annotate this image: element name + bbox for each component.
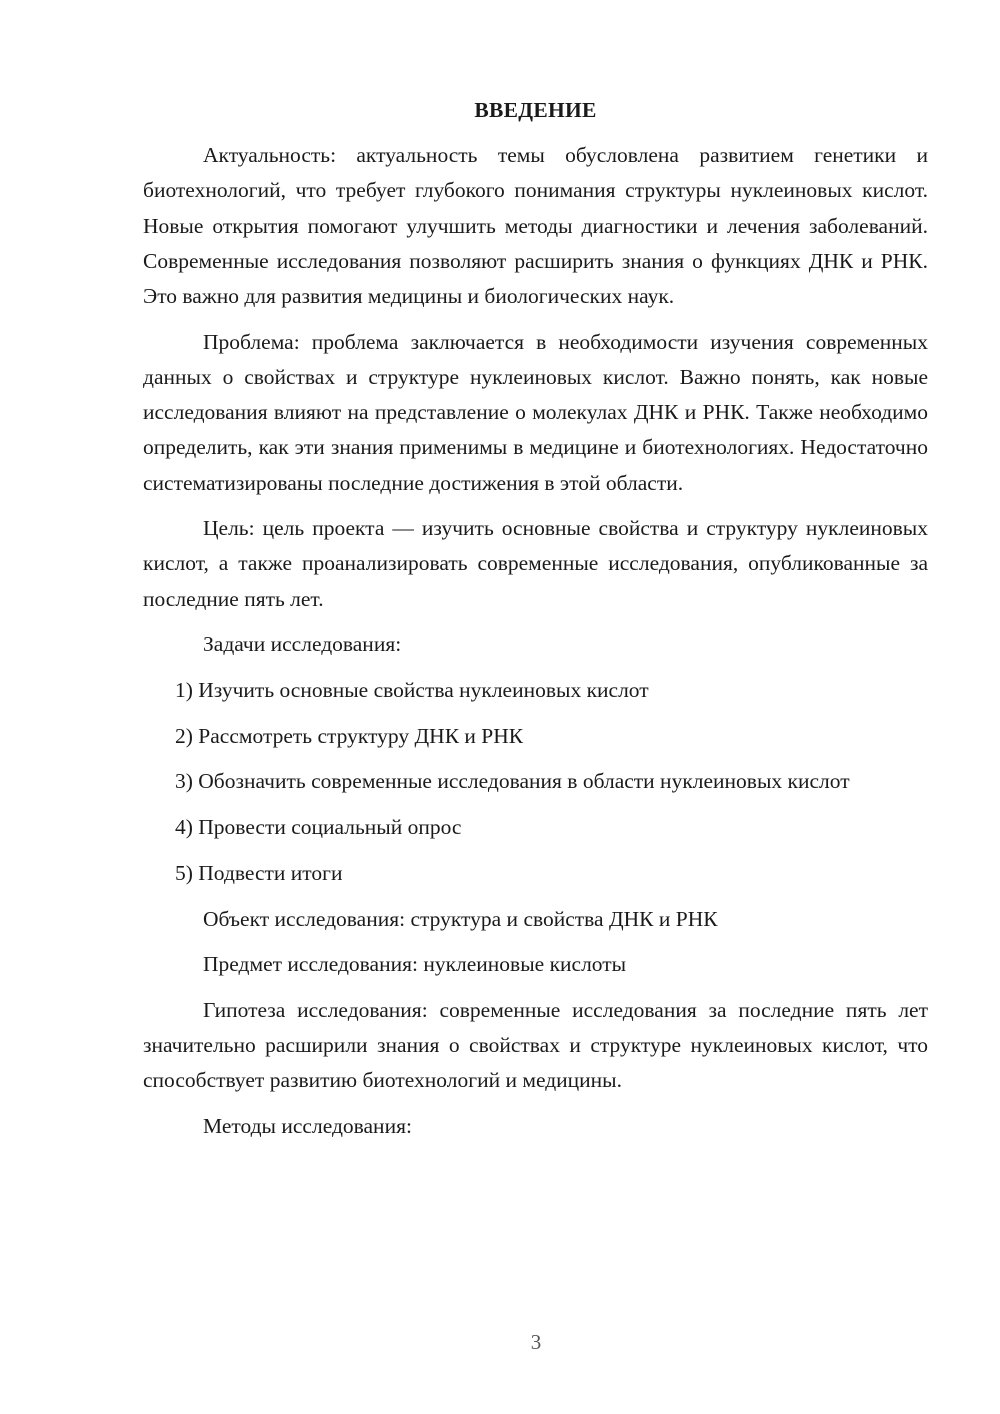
paragraph-hypothesis: Гипотеза исследования: современные исследования за последние пять лет значительно расширили знания о свойствах и структуре нуклеиновых кислот, что способствует развитию биотехнологий и медицины. (143, 997, 928, 1093)
paragraph-goal: Цель: цель проекта — изучить основные свойства и структуру нуклеиновых кислот, а также проанализировать современные исследования, опубликованные за последние пять лет. (143, 516, 928, 611)
paragraph-relevance: Актуальность: актуальность темы обусловлена развитием генетики и биотехнологий, что требует глубокого понимания структуры нуклеиновых кислот. Новые открытия помогают улучшить методы диагностики и лечения заболеваний. Современные исследования позволяют расширить знания о функциях ДНК и РНК. Это важно для развития медицины и биологических наук. (143, 143, 928, 309)
task-item-4: 4) Провести социальный опрос (175, 815, 462, 840)
task-item-3: 3) Обозначить современные исследования в области нуклеиновых кислот (175, 769, 850, 794)
page-number: 3 (530, 1330, 542, 1354)
paragraph-tasks-heading: Задачи исследования: (203, 632, 402, 657)
task-item-5: 5) Подвести итоги (175, 860, 343, 885)
task-item-1: 1) Изучить основные свойства нуклеиновых кислот (175, 678, 649, 703)
document-page (143, 93, 928, 1155)
paragraph-subject: Предмет исследования: нуклеиновые кислоты (203, 952, 627, 977)
paragraph-problem: Проблема: проблема заключается в необходимости изучения современных данных о свойствах и структуре нуклеиновых кислот. Важно понять, как новые исследования влияют на представление о молекулах ДНК и РНК. Также необходимо определить, как эти знания применимы в медицине и биотехнологиях. Недостаточно систематизированы последние достижения в этой области. (143, 329, 928, 495)
task-item-2: 2) Рассмотреть структуру ДНК и РНК (175, 723, 524, 748)
document-title: ВВЕДЕНИЕ (474, 98, 597, 122)
paragraph-methods-heading: Методы исследования: (203, 1114, 412, 1139)
paragraph-object: Объект исследования: структура и свойства ДНК и РНК (203, 906, 718, 931)
